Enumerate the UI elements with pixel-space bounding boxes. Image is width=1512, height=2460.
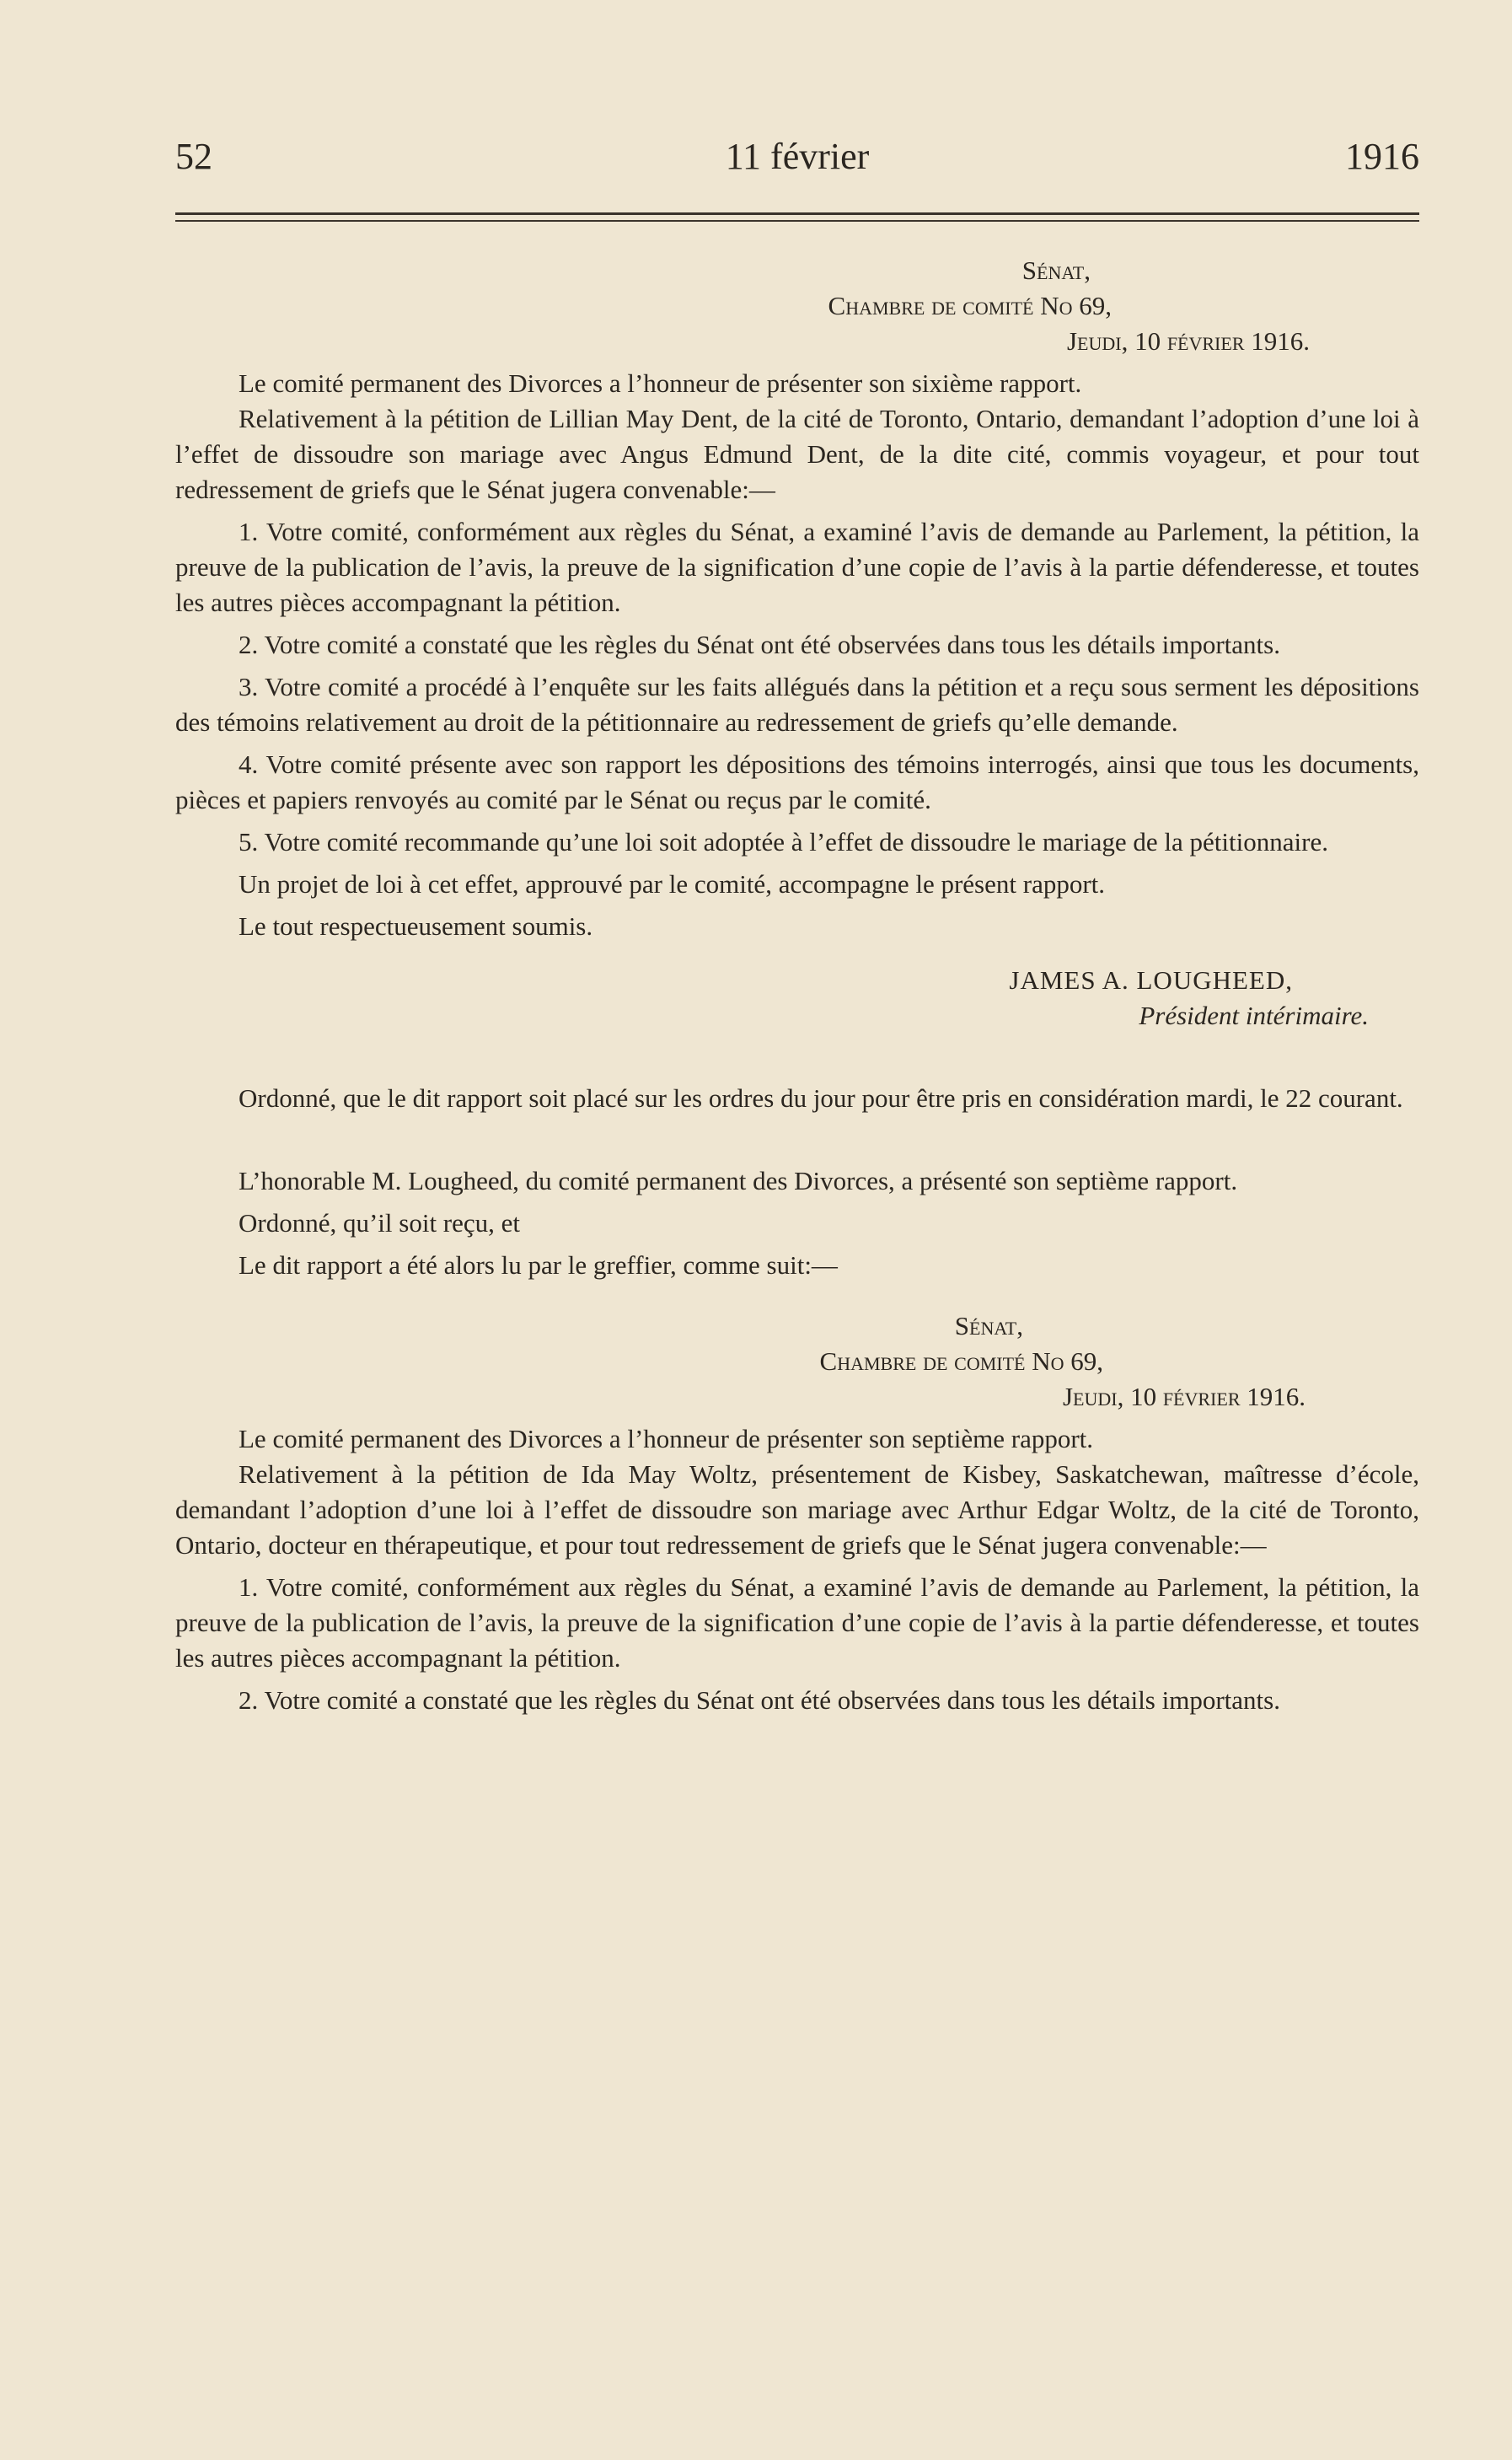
page-header [175, 135, 1419, 185]
report2-place-line2: Chambre de comité No 69, [819, 1346, 1103, 1376]
report2-date-line: Jeudi, 10 février 1916. [1062, 1382, 1306, 1411]
report1-item-3: 3. Votre comité a procédé à l’enquête sur les faits allégués dans la pétition et a reçu sous serment les dépositions des témoins relativement au droit de la pétitionnaire au redressement de griefs qu’elle demande. [175, 672, 1419, 737]
order-received: Ordonné, qu’il soit reçu, et [239, 1208, 521, 1238]
report1-date-line: Jeudi, 10 février 1916. [1066, 326, 1310, 356]
report1-place-line2: Chambre de comité No 69, [828, 291, 1112, 320]
report2-place-line1: Sénat, [954, 1311, 1023, 1340]
header-rule-thin [175, 220, 1419, 222]
report2-item-1: 1. Votre comité, conformément aux règles du Sénat, a examiné l’avis de demande au Parlement, la pétition, la preuve de la publication de l’avis, la preuve de la signification d’une copie de l’avis à la partie défenderesse, et toutes les autres pièces accompagnant la pétition. [175, 1572, 1419, 1673]
report1-closing: Le tout respectueusement soumis. [239, 911, 593, 941]
header-year: 1916 [1345, 136, 1419, 177]
header-rule [175, 212, 1419, 215]
report2-intro: Le comité permanent des Divorces a l’honneur de présenter son septième rapport. [239, 1424, 1094, 1453]
spacer [175, 1116, 1419, 1163]
signatory-name: JAMES A. LOUGHEED, [1009, 965, 1293, 995]
presentation-paragraph: L’honorable M. Lougheed, du comité permanent des Divorces, a présenté son septième rapport. [239, 1166, 1238, 1195]
reading-line: Le dit rapport a été alors lu par le greffier, comme suit:— [239, 1250, 838, 1280]
report1-item-1: 1. Votre comité, conformément aux règles du Sénat, a examiné l’avis de demande au Parlement, la pétition, la preuve de la publication de l’avis, la preuve de la signification d’une copie de l’avis à la partie défenderesse, et toutes les autres pièces accompagnant la pétition. [175, 517, 1419, 617]
spacer [175, 1034, 1419, 1081]
report1-item-4: 4. Votre comité présente avec son rapport les dépositions des témoins interrogés, ainsi que tous les documents, pièces et papiers renvoyés au comité par le Sénat ou reçus par le comité. [175, 749, 1419, 814]
report1-intro: Le comité permanent des Divorces a l’honneur de présenter son sixième rapport. [239, 368, 1082, 398]
order-paragraph: Ordonné, que le dit rapport soit placé sur les ordres du jour pour être pris en considération mardi, le 22 courant. [239, 1083, 1403, 1113]
signatory-title: Président intérimaire. [1139, 1001, 1369, 1030]
report2-petition: Relativement à la pétition de Ida May Woltz, présentement de Kisbey, Saskatchewan, maîtresse d’école, demandant l’adoption d’une loi à l’effet de dissoudre son mariage avec Arthur Edgar Woltz, de la cité de Toronto, Ontario, docteur en thérapeutique, et pour tout redressement de griefs que le Sénat jugera convenable:— [175, 1459, 1419, 1560]
report1-item-5: 5. Votre comité recommande qu’une loi soit adoptée à l’effet de dissoudre le mariage de la pétitionnaire. [239, 827, 1328, 857]
report1-place-line1: Sénat, [1021, 255, 1091, 285]
report1-item-2: 2. Votre comité a constaté que les règles du Sénat ont été observées dans tous les détails importants. [239, 630, 1280, 659]
page-number: 52 [175, 136, 212, 177]
spacer [175, 1283, 1419, 1308]
header-date: 11 février [725, 136, 870, 177]
report1-petition: Relativement à la pétition de Lillian May Dent, de la cité de Toronto, Ontario, demandant l’adoption d’une loi à l’effet de dissoudre son mariage avec Angus Edmund Dent, de la dite cité, commis voyageur, et pour tout redressement de griefs que le Sénat jugera convenable:— [175, 404, 1419, 504]
report2-item-2: 2. Votre comité a constaté que les règles du Sénat ont été observées dans tous les détails importants. [239, 1685, 1280, 1715]
report1-bill: Un projet de loi à cet effet, approuvé par le comité, accompagne le présent rapport. [239, 869, 1106, 899]
document-body [175, 253, 1419, 1718]
